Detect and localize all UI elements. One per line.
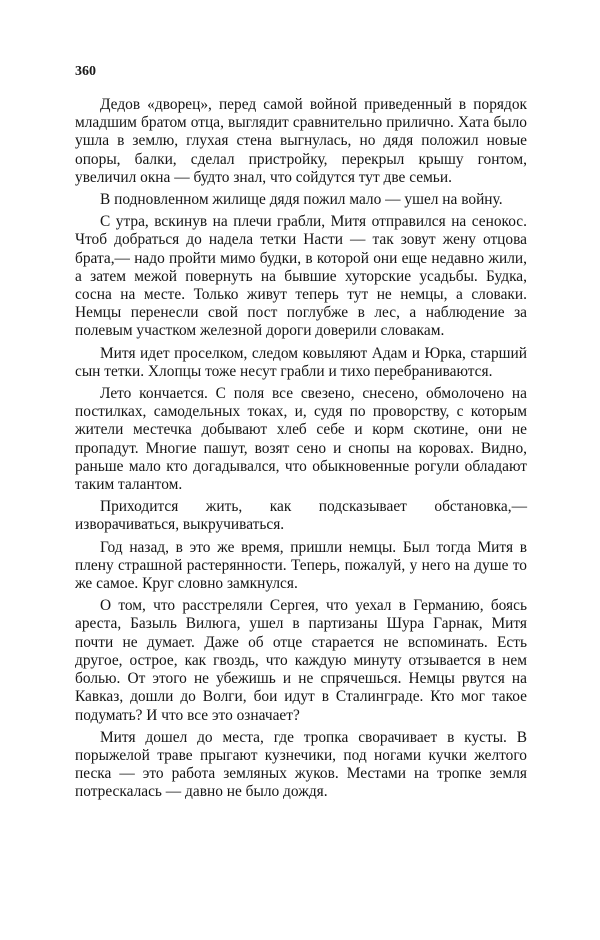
paragraph: Лето кончается. С поля все свезено, снесено, обмолочено на постилках, самодельных токах, и, судя по проворству, с которым жители местечка добывают хлеб себе и корм скотине, они не пропадут. Многие пашут, возят сено и снопы на коровах. Видно, раньше мало кто догадывался, что обыкновенные рогули обладают таким талантом. (75, 385, 527, 494)
page-number: 360 (75, 64, 96, 79)
paragraph: Митя дошел до места, где тропка сворачивает в кусты. В порыжелой траве прыгают кузнечики, под ногами кучки желтого песка — это работа земляных жуков. Местами на тропке земля потрескалась — давно не было дождя. (75, 728, 527, 801)
paragraph: Митя идет проселком, следом ковыляют Адам и Юрка, старший сын тетки. Хлопцы тоже несут грабли и тихо перебраниваются. (75, 344, 527, 380)
paragraph: Год назад, в это же время, пришли немцы. Был тогда Митя в плену страшной растерянности. Теперь, пожалуй, у него на душе то же самое. Круг словно замкнулся. (75, 538, 527, 593)
paragraph: Приходится жить, как подсказывает обстановка,— изворачиваться, выкручиваться. (75, 498, 527, 534)
paragraph: В подновленном жилище дядя пожил мало — ушел на войну. (100, 191, 503, 209)
paragraph: С утра, вскинув на плечи грабли, Митя отправился на сенокос. Чтоб добраться до надела тетки Насти — так зовут жену отцова брата,— надо пройти мимо будки, в которой они еще недавно жили, а затем межой повернуть на бывшие хуторские усадьбы. Будка, сосна на месте. Только живут теперь тут не немцы, а словаки. Немцы перенесли свой пост поглубже в лес, а наблюдение за полевым участком железной дороги доверили словакам. (75, 213, 527, 340)
body-text (75, 96, 527, 806)
paragraph: Дедов «дворец», перед самой войной приведенный в порядок младшим братом отца, выглядит сравнительно прилично. Хата было ушла в землю, глухая стена выгнулась, но дядя положил новые опоры, балки, сделал пристройку, перекрыл крышу гонтом, увеличил окна — будто знал, что сойдутся тут две семьи. (75, 96, 527, 186)
paragraph: О том, что расстреляли Сергея, что уехал в Германию, боясь ареста, Базыль Вилюга, ушел в партизаны Шура Гарнак, Митя почти не думает. Даже об отце старается не вспоминать. Есть другое, острое, как гвоздь, что каждую минуту отзывается в нем болью. От этого не убежишь и не спрячешься. Немцы рвутся на Кавказ, дошли до Волги, бои идут в Сталинграде. Кто мог такое подумать? И что все это означает? (75, 597, 527, 724)
